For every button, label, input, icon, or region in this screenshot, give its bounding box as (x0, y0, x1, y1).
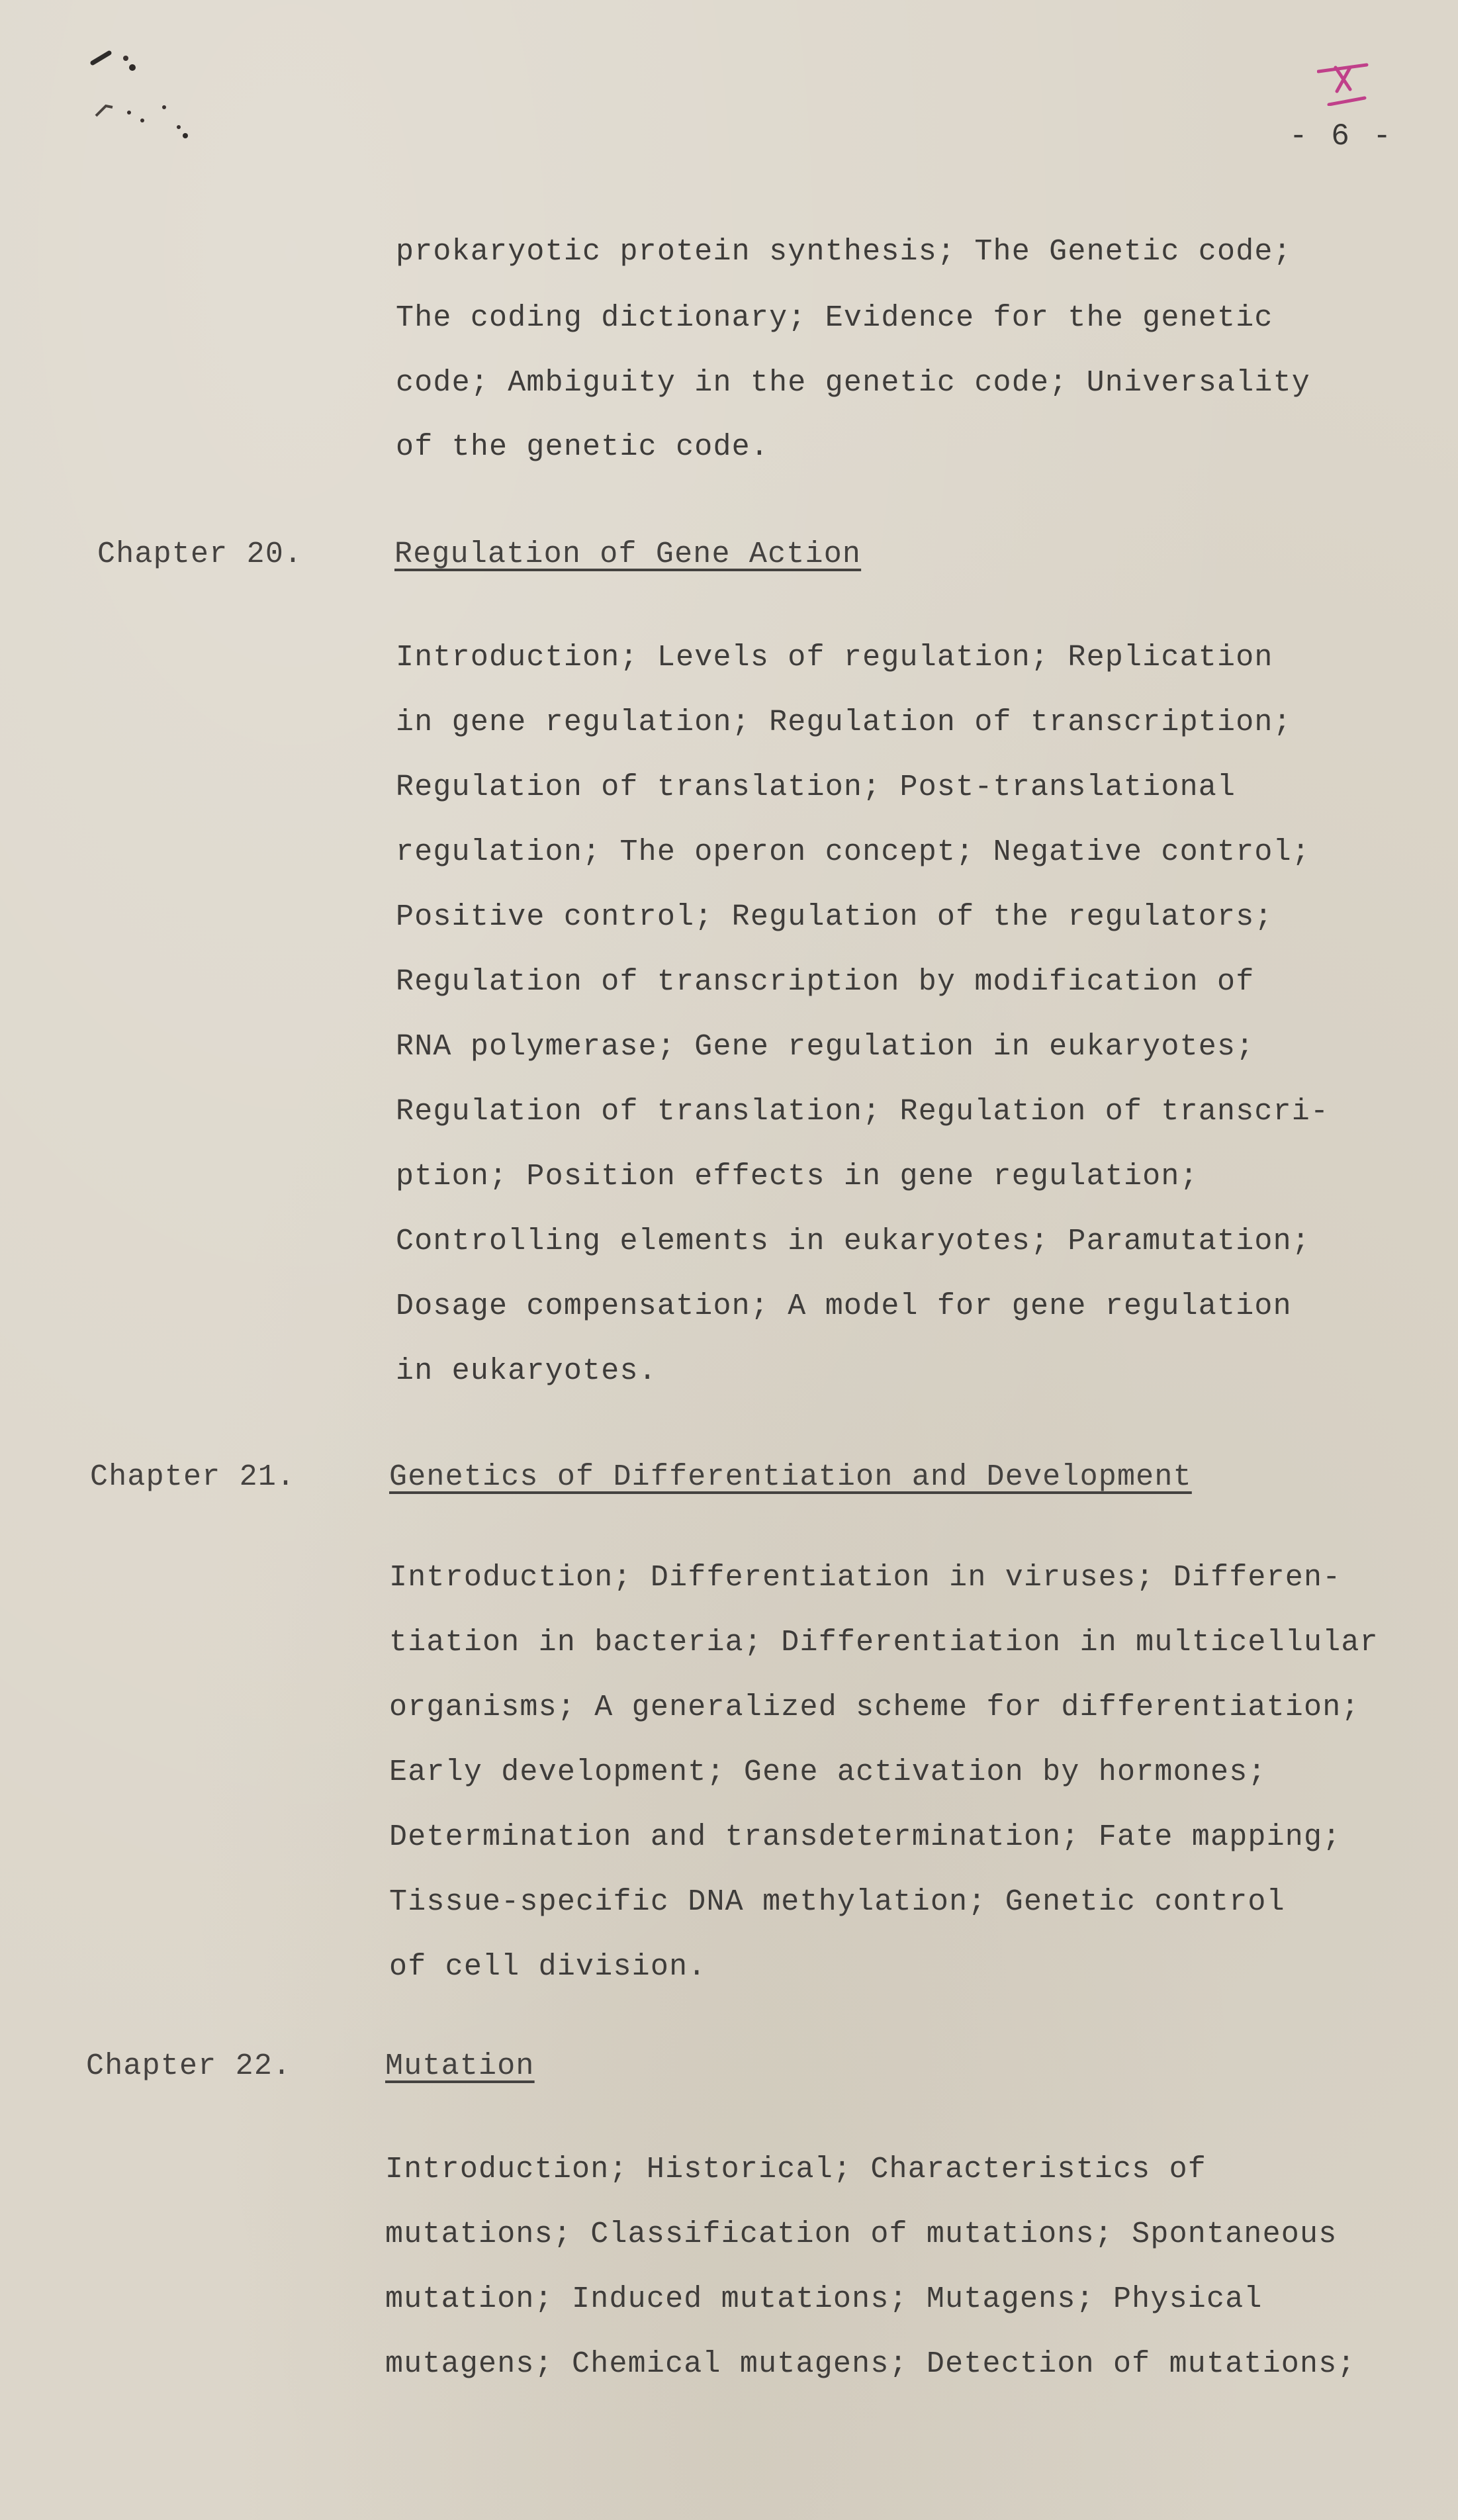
text-line: of the genetic code. (396, 430, 770, 464)
text-line: Tissue-specific DNA methylation; Genetic control (389, 1885, 1285, 1919)
text-line: Introduction; Historical; Characteristics of (385, 2153, 1207, 2186)
text-line: prokaryotic protein synthesis; The Genetic code; (396, 235, 1292, 269)
text-line: Dosage compensation; A model for gene regulation (396, 1289, 1292, 1323)
chapter-title: Regulation of Gene Action (394, 537, 862, 571)
text-line: in gene regulation; Regulation of transcription; (396, 706, 1292, 739)
page-number: - 6 - (1289, 119, 1394, 154)
text-line: Introduction; Differentiation in viruses; Differen- (389, 1561, 1342, 1595)
text-line: of cell division. (389, 1950, 707, 1984)
chapter-label: Chapter 20. (97, 537, 303, 571)
text-line: in eukaryotes. (396, 1354, 657, 1388)
text-line: Regulation of transcription by modification of (396, 965, 1255, 999)
text-line: code; Ambiguity in the genetic code; Universality (396, 366, 1311, 400)
text-line: RNA polymerase; Gene regulation in eukaryotes; (396, 1030, 1255, 1064)
paper-specks (86, 33, 205, 139)
chapter-label: Chapter 21. (90, 1460, 296, 1494)
text-line: Introduction; Levels of regulation; Replication (396, 641, 1273, 675)
chapter-label: Chapter 22. (86, 2049, 292, 2083)
text-line: The coding dictionary; Evidence for the genetic (396, 301, 1273, 335)
text-line: Positive control; Regulation of the regulators; (396, 900, 1273, 934)
text-line: mutations; Classification of mutations; Spontaneous (385, 2217, 1338, 2251)
text-line: tiation in bacteria; Differentiation in multicellular (389, 1626, 1379, 1659)
text-line: ption; Position effects in gene regulation; (396, 1160, 1199, 1193)
text-line: Regulation of translation; Post-translational (396, 770, 1236, 804)
handwritten-roman-numeral-annotation (1317, 53, 1377, 106)
text-line: Controlling elements in eukaryotes; Paramutation; (396, 1225, 1311, 1258)
text-line: organisms; A generalized scheme for differentiation; (389, 1691, 1360, 1724)
text-line: Early development; Gene activation by hormones; (389, 1755, 1267, 1789)
text-line: mutation; Induced mutations; Mutagens; Physical (385, 2282, 1263, 2316)
text-line: Regulation of translation; Regulation of transcri- (396, 1095, 1330, 1129)
text-line: Determination and transdetermination; Fate mapping; (389, 1820, 1342, 1854)
chapter-title: Mutation (385, 2049, 535, 2083)
text-line: regulation; The operon concept; Negative control; (396, 835, 1311, 869)
text-line: mutagens; Chemical mutagens; Detection of mutations; (385, 2347, 1356, 2381)
chapter-title: Genetics of Differentiation and Development (389, 1460, 1192, 1494)
